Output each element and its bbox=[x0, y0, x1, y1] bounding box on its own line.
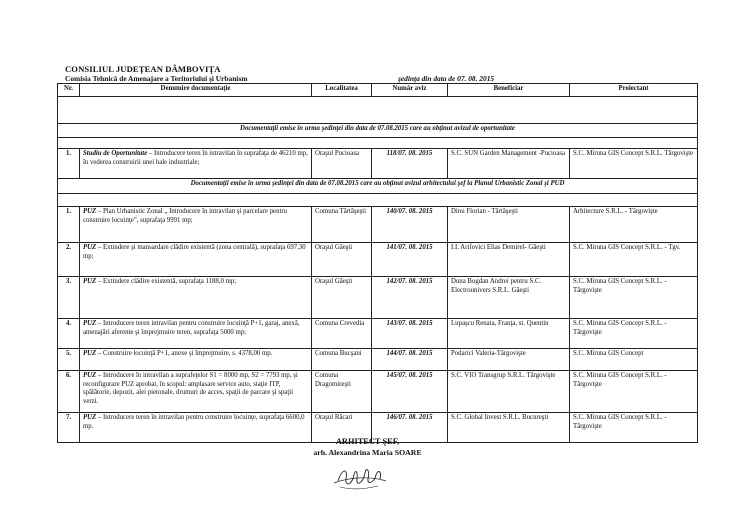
table-row bbox=[58, 149, 698, 179]
doc-type: PUZ bbox=[83, 278, 97, 285]
row-localitatea: Comuna Dragomireşti bbox=[312, 371, 372, 413]
row-proiectant: S.C. Miruna GIS Concept S.R.L. Târgovişte bbox=[570, 149, 698, 179]
gap-cell bbox=[58, 138, 698, 149]
table-row bbox=[58, 371, 698, 413]
section-row bbox=[58, 179, 698, 194]
col-numar-aviz: Număr aviz bbox=[372, 84, 448, 97]
table-row bbox=[58, 349, 698, 371]
architect-name: arh. Alexandrina Maria SOARE bbox=[313, 448, 422, 457]
row-beneficiar: Podarici Valeria-Târgovişte bbox=[448, 349, 570, 371]
row-localitatea: Comuna Bucşani bbox=[312, 349, 372, 371]
row-localitatea: Oraşul Găeşti bbox=[312, 277, 372, 319]
row-nr: 2. bbox=[58, 243, 80, 277]
session-date: şedinţa din data de 07. 08. 2015 bbox=[398, 74, 495, 83]
org-title: CONSILIUL JUDEŢEAN DÂMBOVIŢA bbox=[65, 64, 221, 74]
row-localitatea: Oraşul Găeşti bbox=[312, 243, 372, 277]
doc-type: PUZ bbox=[83, 350, 97, 357]
row-proiectant: Arhitecture S.R.L. - Târgovişte bbox=[570, 207, 698, 243]
architect-title: ARHITECT ŞEF, bbox=[335, 437, 400, 446]
row-nr: 1. bbox=[58, 149, 80, 179]
doc-type: PUZ bbox=[83, 414, 97, 421]
commission-title: Comisia Tehnică de Amenajare a Teritoriului şi Urbanism bbox=[65, 74, 248, 83]
row-aviz: 142/07. 08. 2015 bbox=[372, 277, 448, 319]
row-denumire bbox=[80, 277, 312, 319]
doc-type: PUZ bbox=[83, 208, 97, 215]
section2-title: Documentaţii emise în urma şedinţei din data de 07.08.2015 care au obţinut avizul arhitectului şef la Planul Urbanistic Zonal şi PUD bbox=[58, 179, 698, 194]
row-denumire bbox=[80, 243, 312, 277]
row-aviz: 140/07. 08. 2015 bbox=[372, 207, 448, 243]
row-aviz: 118/07. 08. 2015 bbox=[372, 149, 448, 179]
doc-desc: – Extindere şi mansardare clădire existentă (zona centrală), suprafaţa 697,30 mp; bbox=[83, 244, 306, 260]
row-denumire bbox=[80, 207, 312, 243]
table-row bbox=[58, 207, 698, 243]
row-proiectant: S.C. Miruna GIS Concept S.R.L. - Târgovişte bbox=[570, 371, 698, 413]
row-proiectant: S.C. Miruna GIS Concept S.R.L. - Târgovişte bbox=[570, 277, 698, 319]
row-nr: 4. bbox=[58, 319, 80, 349]
row-denumire bbox=[80, 371, 312, 413]
row-nr: 5. bbox=[58, 349, 80, 371]
row-localitatea: Comuna Crevedia bbox=[312, 319, 372, 349]
table-row bbox=[58, 243, 698, 277]
row-aviz: 141/07. 08. 2015 bbox=[372, 243, 448, 277]
table-row bbox=[58, 319, 698, 349]
row-denumire bbox=[80, 149, 312, 179]
doc-desc: – Extindere clădire existentă, suprafaţa 1188,0 mp; bbox=[96, 278, 237, 285]
doc-desc: – Construire locuinţă P+1, anexe şi împrejmuire, s. 4378,00 mp. bbox=[96, 350, 273, 357]
col-proiectant: Proiectant bbox=[570, 84, 698, 97]
doc-desc: – Introducere în intravilan a suprafeţelor S1 = 8000 mp, S2 = 7793 mp, şi reconfigurare PUZ aprobat, în scopul: amplasare service auto, staţie ITP, spălătorie, depozit, alei pietonale, drumuri de acces, spaţii de parcare şi spaţii verzi. bbox=[83, 372, 298, 406]
row-nr: 6. bbox=[58, 371, 80, 413]
row-localitatea: Oraşul Pucioasa bbox=[312, 149, 372, 179]
signature bbox=[330, 459, 390, 495]
row-denumire bbox=[80, 319, 312, 349]
row-aviz: 144/07. 08. 2015 bbox=[372, 349, 448, 371]
row-beneficiar: S.C. SUN Garden Management -Pucioasa bbox=[448, 149, 570, 179]
row-nr: 3. bbox=[58, 277, 80, 319]
doc-desc: – Introducere teren în intravilan pentru construire locuinţe, suprafaţa 6600,0 mp. bbox=[83, 414, 305, 430]
spacer-row bbox=[58, 138, 698, 149]
row-beneficiar: Dinu Florian - Tărtăşeşti bbox=[448, 207, 570, 243]
col-beneficiar: Beneficiar bbox=[448, 84, 570, 97]
doc-type: PUZ bbox=[83, 320, 97, 327]
col-nr: Nr. bbox=[58, 84, 80, 97]
table-header-row bbox=[58, 84, 698, 97]
row-aviz: 146/07. 08. 2015 bbox=[372, 413, 448, 443]
row-proiectant: S.C. Miruna GIS Concept bbox=[570, 349, 698, 371]
row-beneficiar: Duna Bogdan Andrei pentru S.C. Electrounivers S.R.L. Găeşti bbox=[448, 277, 570, 319]
section1-cell bbox=[58, 97, 698, 124]
row-beneficiar: Lupaşcu Renata, Franţa, st. Quentin bbox=[448, 319, 570, 349]
row-proiectant: S.C. Miruna GIS Concept S.R.L. - Târgovişte bbox=[570, 319, 698, 349]
row-nr: 7. bbox=[58, 413, 80, 443]
row-proiectant: S.C. Miruna GIS Concept S.R.L. - Tgv. bbox=[570, 243, 698, 277]
col-denumire: Denumire documentaţie bbox=[80, 84, 312, 97]
section-row bbox=[58, 124, 698, 138]
doc-type: PUZ bbox=[83, 372, 97, 379]
row-proiectant: S.C. Miruna GIS Concept S.R.L. - Târgovişte bbox=[570, 413, 698, 443]
row-aviz: 143/07. 08. 2015 bbox=[372, 319, 448, 349]
doc-type: Studiu de Oportunitate bbox=[83, 150, 148, 157]
row-beneficiar: I.I. Arifovici Elias Demirel- Găeşti bbox=[448, 243, 570, 277]
gap-cell bbox=[58, 194, 698, 207]
doc-type: PUZ bbox=[83, 244, 97, 251]
row-localitatea: Oraşul Răcari bbox=[312, 413, 372, 443]
col-localitatea: Localitatea bbox=[312, 84, 372, 97]
spacer-row bbox=[58, 97, 698, 124]
row-nr: 1. bbox=[58, 207, 80, 243]
row-beneficiar: S.C. VIO Transgrup S.R.L. Târgovişte bbox=[448, 371, 570, 413]
row-beneficiar: S.C. Global Invest S.R.L. Bucureşti bbox=[448, 413, 570, 443]
avize-table bbox=[57, 83, 698, 443]
table-row bbox=[58, 277, 698, 319]
doc-desc: – Plan Urbanistic Zonal „ Introducere în intravilan şi parcelare pentru construire locuinţe”, suprafaţa 9991 mp; bbox=[83, 208, 288, 224]
spacer-row bbox=[58, 194, 698, 207]
row-denumire bbox=[80, 349, 312, 371]
section1-title: Documentaţii emise în urma şedinţei din data de 07.08.2015 care au obţinut avizul de oportunitate bbox=[58, 124, 698, 138]
doc-desc: – Introducere teren intravilan pentru construire locuinţă P+1, garaj, anexă, amenajări aferente şi împrejmuire teren, suprafaţa 5000 mp; bbox=[83, 320, 300, 336]
row-localitatea: Comuna Tărtăşeşti bbox=[312, 207, 372, 243]
row-aviz: 145/07. 08. 2015 bbox=[372, 371, 448, 413]
doc-desc: – Introducere teren în intravilan în suprafaţa de 46210 mp, în vederea construirii unei hale industriale; bbox=[83, 150, 308, 166]
